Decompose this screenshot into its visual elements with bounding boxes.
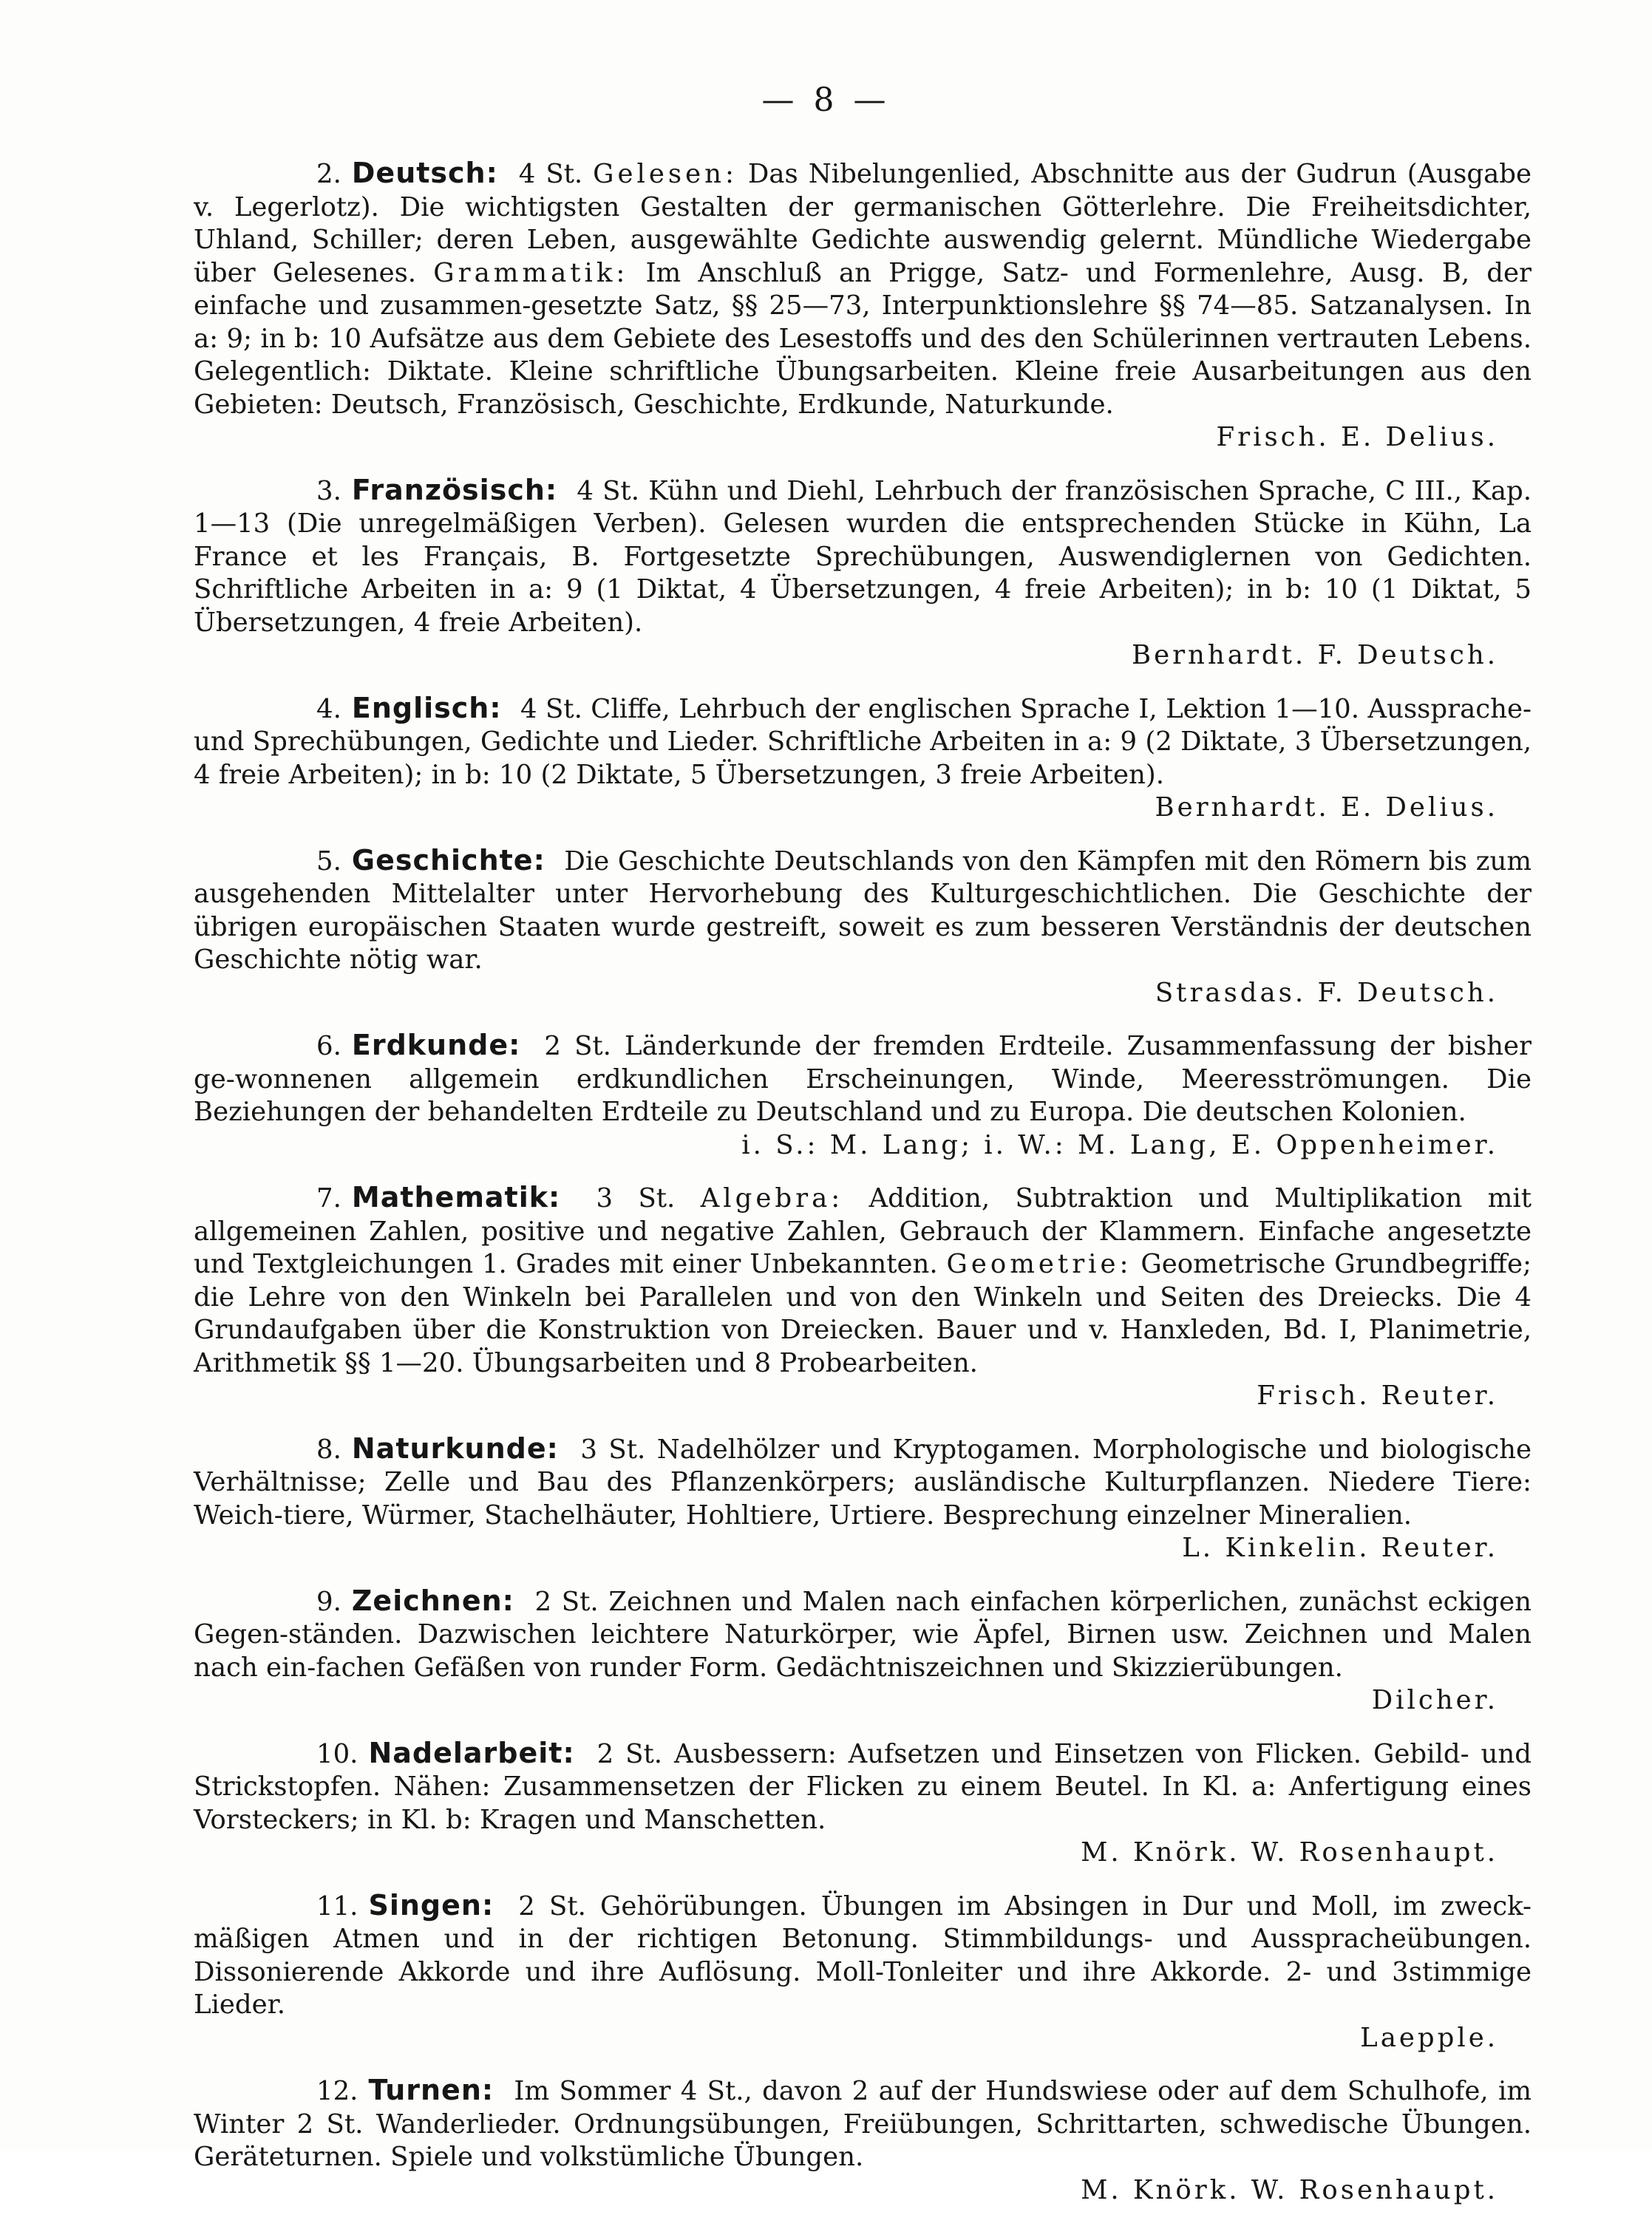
subject-heading: Nadelarbeit: bbox=[368, 1736, 575, 1769]
subject-text: Geometrische Grundbegriffe; die Lehre von den Winkeln bei Parallelen und von den Winkeln und Seiten des Dreiecks. Die 4 Grundaufgaben über die Konstruktion von Dreiecken. Bauer und v. Hanxleden, Bd. I, Planimetrie, Arithmetik §§ 1—20. Übungsarbeiten und 8 Probearbeiten. bbox=[194, 1249, 1532, 1378]
subject-heading: Zeichnen: bbox=[351, 1584, 514, 1617]
subject-entry bbox=[194, 2074, 1532, 2207]
subject-text: 3 St. bbox=[571, 1183, 701, 1214]
teacher-names: Bernhardt. E. Delius. bbox=[1155, 792, 1498, 823]
emphasized-term: Geometrie: bbox=[946, 1249, 1132, 1279]
subject-paragraph bbox=[194, 692, 1532, 825]
teacher-names: i. S.: M. Lang; i. W.: M. Lang, E. Oppenheimer. bbox=[741, 1129, 1498, 1160]
subject-number: 5. bbox=[316, 845, 341, 877]
subject-paragraph bbox=[194, 474, 1532, 673]
subject-entry bbox=[194, 1432, 1532, 1565]
subject-paragraph bbox=[194, 1181, 1532, 1413]
teacher-names: M. Knörk. W. Rosenhaupt. bbox=[1081, 1837, 1498, 1868]
subject-entry bbox=[194, 1029, 1532, 1162]
subject-paragraph bbox=[194, 1585, 1532, 1718]
subject-heading: Naturkunde: bbox=[351, 1432, 559, 1465]
subject-text: Die Geschichte Deutschlands von den Kämpfen mit den Römern bis zum ausgehenden Mittelalter unter Hervorhebung des Kulturgeschichtlichen. Die Geschichte der übrigen europäischen Staaten wurde gestreift, soweit es zum besseren Verständnis der deutschen Geschichte nötig war. bbox=[194, 845, 1532, 975]
subject-paragraph bbox=[194, 2074, 1532, 2207]
subject-text: 2 St. Gehörübungen. Übungen im Absingen in Dur und Moll, im zweck-mäßigen Atmen und in der richtigen Betonung. Stimmbildungs- und Ausspracheübungen. Dissonierende Akkorde und ihre Auflösung. Moll-Tonleiter und ihre Akkorde. 2- und 3stimmige Lieder. bbox=[194, 1890, 1532, 2020]
subject-number: 11. bbox=[316, 1890, 358, 1922]
subject-heading: Englisch: bbox=[351, 691, 502, 724]
subject-heading: Mathematik: bbox=[351, 1181, 561, 1214]
subject-text: 2 St. Zeichnen und Malen nach einfachen körperlichen, zunächst eckigen Gegen-ständen. Dazwischen leichtere Naturkörper, wie Äpfel, Birnen usw. Zeichnen und Malen nach ein-fachen Gefäßen von runder Form. Gedächtniszeichnen und Skizzierübungen. bbox=[194, 1586, 1532, 1683]
page-number: — 8 — bbox=[761, 81, 891, 119]
subject-heading: Deutsch: bbox=[351, 157, 498, 189]
emphasized-term: Algebra: bbox=[700, 1183, 844, 1214]
subject-entry bbox=[194, 1737, 1532, 1870]
subject-text: 2 St. Länderkunde der fremden Erdteile. Zusammenfassung der bisher ge-wonnenen allgemein erdkundlichen Erscheinungen, Winde, Meeresströmungen. Die Beziehungen der behandelten Erdteile zu Deutschland und zu Europa. Die deutschen Kolonien. bbox=[194, 1031, 1532, 1127]
subject-number: 7. bbox=[316, 1183, 341, 1214]
subject-paragraph bbox=[194, 1029, 1532, 1162]
teacher-names: M. Knörk. W. Rosenhaupt. bbox=[1081, 2174, 1498, 2205]
teacher-names: Frisch. Reuter. bbox=[1257, 1381, 1498, 1411]
subject-paragraph bbox=[194, 1889, 1532, 2055]
subject-text: Im Sommer 4 St., davon 2 auf der Hundswiese oder auf dem Schulhofe, im Winter 2 St. Wanderlieder. Ordnungsübungen, Freiübungen, Schrittarten, schwedische Übungen. Geräteturnen. Spiele und volkstümliche Übungen. bbox=[194, 2076, 1532, 2172]
subject-heading: Geschichte: bbox=[351, 843, 545, 877]
subject-paragraph bbox=[194, 157, 1532, 455]
teacher-names: L. Kinkelin. Reuter. bbox=[1182, 1533, 1498, 1563]
curriculum-content bbox=[194, 157, 1532, 2226]
subject-heading: Erdkunde: bbox=[351, 1029, 521, 1061]
subject-text: Das Nibelungenlied, Abschnitte aus der Gudrun (Ausgabe v. Legerlotz). Die wichtigsten Gestalten der germanischen Götterlehre. Die Freiheitsdichter, Uhland, Schiller; deren Leben, ausgewählte Gedichte auswendig gelernt. Mündliche Wiedergabe über Gelesenes. bbox=[194, 159, 1532, 288]
subject-text: 4 St. Cliffe, Lehrbuch der englischen Sprache I, Lektion 1—10. Aussprache- und Sprechübungen, Gedichte und Lieder. Schriftliche Arbeiten in a: 9 (2 Diktate, 3 Übersetzungen, 4 freie Arbeiten); in b: 10 (2 Diktate, 5 Übersetzungen, 3 freie Arbeiten). bbox=[194, 693, 1532, 790]
subject-heading: Französisch: bbox=[351, 473, 558, 506]
subject-number: 3. bbox=[316, 475, 341, 506]
subject-entry bbox=[194, 1585, 1532, 1718]
emphasized-term: Gelesen: bbox=[593, 159, 738, 189]
emphasized-term: Grammatik: bbox=[433, 257, 629, 288]
subject-number: 6. bbox=[316, 1031, 341, 1061]
subject-number: 9. bbox=[316, 1586, 341, 1617]
subject-text: 2 St. Ausbessern: Aufsetzen und Einsetzen von Flicken. Gebild- und Strickstopfen. Nähen: Zusammensetzen der Flicken zu einem Beutel. In Kl. a: Anfertigung eines Vorsteckers; in Kl. b: Kragen und Manschetten. bbox=[194, 1738, 1532, 1835]
subject-paragraph bbox=[194, 844, 1532, 1010]
subject-text: 4 St. bbox=[508, 159, 594, 189]
subject-heading: Turnen: bbox=[368, 2074, 494, 2106]
subject-text: Addition, Subtraktion und Multiplikation mit allgemeinen Zahlen, positive und negative Zahlen, Gebrauch der Klammern. Einfache angesetzte und Textgleichungen 1. Grades mit einer Unbekannten. bbox=[194, 1183, 1532, 1279]
subject-text: 4 St. Kühn und Diehl, Lehrbuch der französischen Sprache, C III., Kap. 1—13 (Die unregelmäßigen Verben). Gelesen wurden die entsprechenden Stücke in Kühn, La France et les Français, B. Fortgesetzte Sprechübungen, Auswendiglernen von Gedichten. Schriftliche Arbeiten in a: 9 (1 Diktat, 4 Übersetzungen, 4 freie Arbeiten); in b: 10 (1 Diktat, 5 Übersetzungen, 4 freie Arbeiten). bbox=[194, 475, 1532, 638]
teacher-names: Strasdas. F. Deutsch. bbox=[1155, 977, 1498, 1008]
subject-number: 10. bbox=[316, 1738, 358, 1769]
subject-entry bbox=[194, 474, 1532, 673]
subject-number: 2. bbox=[316, 159, 341, 189]
subject-paragraph bbox=[194, 1432, 1532, 1565]
subject-number: 8. bbox=[316, 1434, 341, 1465]
subject-entry bbox=[194, 1889, 1532, 2055]
subject-entry bbox=[194, 1181, 1532, 1413]
subject-number: 4. bbox=[316, 693, 341, 724]
subject-entry bbox=[194, 692, 1532, 825]
subject-entry bbox=[194, 844, 1532, 1010]
teacher-names: Dilcher. bbox=[1371, 1685, 1498, 1715]
subject-paragraph bbox=[194, 1737, 1532, 1870]
teacher-names: Bernhardt. F. Deutsch. bbox=[1131, 640, 1498, 670]
subject-number: 12. bbox=[316, 2076, 358, 2106]
subject-text: 3 St. Nadelhölzer und Kryptogamen. Morphologische und biologische Verhältnisse; Zelle und Bau des Pflanzenkörpers; ausländische Kulturpflanzen. Niedere Tiere: Weich-tiere, Würmer, Stachelhäuter, Hohltiere, Urtiere. Besprechung einzelner Mineralien. bbox=[194, 1434, 1532, 1531]
teacher-names: Frisch. E. Delius. bbox=[1216, 422, 1498, 452]
teacher-names: Laepple. bbox=[1360, 2022, 1498, 2053]
subject-heading: Singen: bbox=[368, 1888, 494, 1922]
subject-text: Im Anschluß an Prigge, Satz- und Formenlehre, Ausg. B, der einfache und zusammen-gesetzte Satz, §§ 25—73, Interpunktionslehre §§ 74—85. Satzanalysen. In a: 9; in b: 10 Aufsätze aus dem Gebiete des Lesestoffs und des den Schülerinnen vertrauten Lebens. Gelegentlich: Diktate. Kleine schriftliche Übungsarbeiten. Kleine freie Ausarbeitungen aus den Gebieten: Deutsch, Französisch, Geschichte, Erdkunde, Naturkunde. bbox=[194, 257, 1532, 420]
subject-entry bbox=[194, 157, 1532, 455]
